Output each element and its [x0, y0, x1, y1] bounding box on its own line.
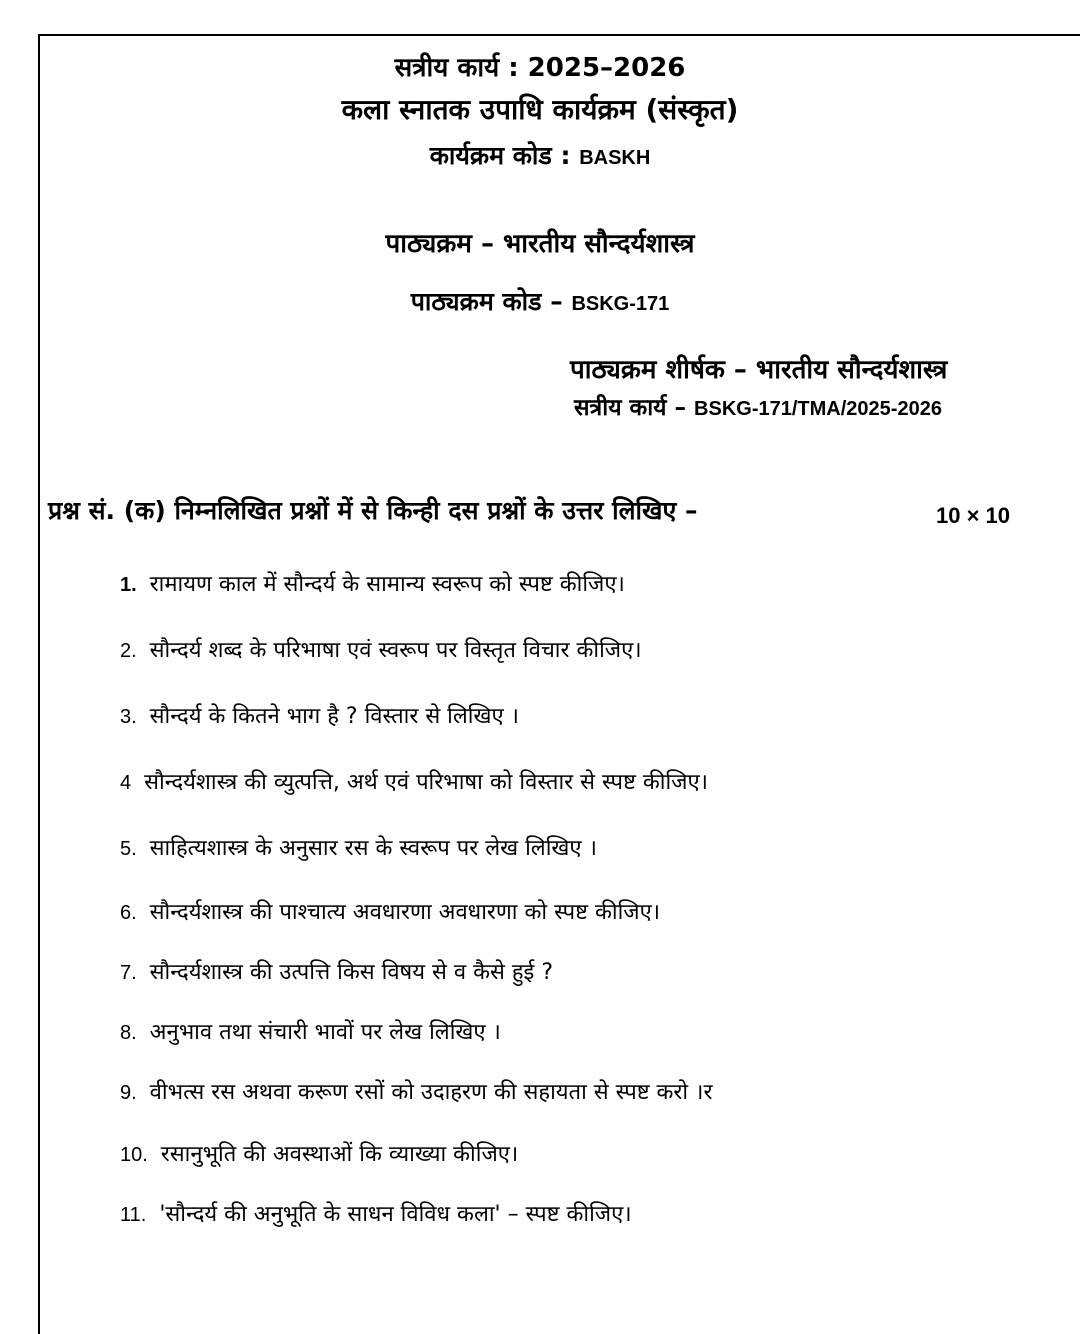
course-title-line [570, 350, 947, 386]
question-text: सौन्दर्य शब्द के परिभाषा एवं स्वरूप पर विस्तृत विचार कीजिए। [142, 638, 642, 663]
question-item [120, 634, 642, 664]
question-text: रामायण काल में सौन्दर्य के सामान्य स्वरूप को स्पष्ट कीजिए। [142, 572, 625, 597]
question-text: सौन्दर्यशास्त्र की उत्पत्ति किस विषय से व कैसे हुई ? [142, 960, 554, 985]
question-number: 4 [120, 772, 132, 794]
programme-code-label: कार्यक्रम कोड : [429, 141, 571, 170]
course-code: BSKG-171 [571, 293, 670, 315]
question-text: वीभत्स रस अथवा करूण रसों को उदाहरण की सहायता से स्पष्ट करो ।र [142, 1080, 713, 1105]
assignment-code-line [574, 390, 942, 422]
question-text: अनुभाव तथा संचारी भावों पर लेख लिखिए । [142, 1020, 501, 1045]
question-number: 7. [120, 962, 137, 984]
question-item [120, 1138, 518, 1168]
course-title: पाठ्यक्रम – भारतीय सौन्दर्यशास्त्र [385, 229, 695, 259]
question-number: 3. [120, 706, 137, 728]
question-number: 9. [120, 1082, 137, 1104]
question-item [120, 1198, 632, 1228]
assignment-code-label: सत्रीय कार्य – [574, 395, 687, 421]
assignment-year-text: सत्रीय कार्य : 2025–2026 [394, 53, 686, 83]
marks-label: 10 × 10 [936, 503, 1011, 528]
section-instruction [48, 493, 1048, 527]
section-instruction-text: प्रश्न सं. (क) निम्नलिखित प्रश्नों में से किन्ही दस प्रश्नों के उत्तर लिखिए – [48, 496, 698, 525]
question-text: सौन्दर्यशास्त्र की व्युत्पत्ति, अर्थ एवं परिभाषा को विस्तार से स्पष्ट कीजिए। [137, 770, 709, 795]
question-item [120, 832, 597, 862]
question-number: 2. [120, 640, 137, 662]
question-item [120, 766, 708, 796]
question-text: सौन्दर्य के कितने भाग है ? विस्तार से लिखिए । [142, 704, 519, 729]
question-number: 10. [120, 1144, 148, 1166]
question-text: 'सौन्दर्य की अनुभूति के साधन विविध कला' – स्पष्ट कीजिए। [152, 1202, 632, 1227]
course-title-full: पाठ्यक्रम शीर्षक – भारतीय सौन्दर्यशास्त्र [570, 355, 948, 385]
question-item [120, 896, 660, 926]
assignment-code: BSKG-171/TMA/2025-2026 [694, 398, 942, 420]
programme-heading [0, 90, 1080, 128]
course-code-label: पाठ्यक्रम कोड – [410, 287, 563, 316]
question-item [120, 568, 625, 598]
programme-code: BASKH [579, 147, 651, 169]
question-item [120, 956, 553, 986]
programme-title: कला स्नातक उपाधि कार्यक्रम (संस्कृत) [341, 93, 739, 126]
question-number: 1. [120, 574, 137, 596]
question-item [120, 1016, 501, 1046]
question-number: 5. [120, 838, 137, 860]
question-text: साहित्यशास्त्र के अनुसार रस के स्वरूप पर लेख लिखिए । [142, 836, 597, 861]
question-item [120, 700, 519, 730]
question-number: 11. [120, 1204, 147, 1226]
question-number: 8. [120, 1022, 137, 1044]
course-heading [0, 224, 1080, 260]
question-text: सौन्दर्यशास्त्र की पाश्चात्य अवधारणा अवधारणा को स्पष्ट कीजिए। [142, 900, 661, 925]
question-item [120, 1076, 712, 1106]
assignment-year-heading [0, 48, 1080, 84]
question-text: रसानुभूति की अवस्थाओं कि व्याख्या कीजिए। [153, 1142, 519, 1167]
question-number: 6. [120, 902, 137, 924]
course-code-heading [0, 284, 1080, 318]
programme-code-heading [0, 138, 1080, 172]
